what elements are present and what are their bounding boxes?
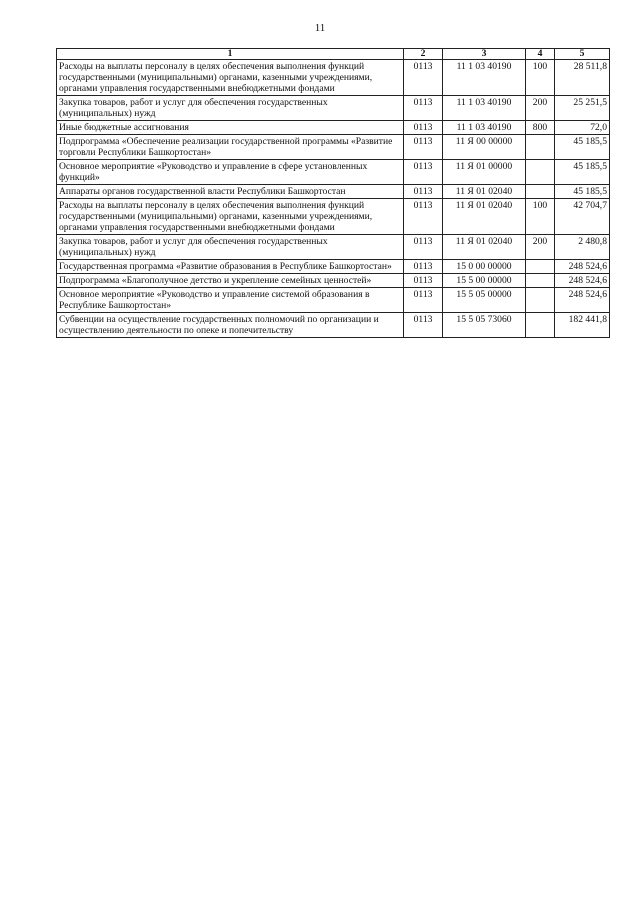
row-type-cell	[526, 274, 555, 288]
row-section-cell: 0113	[404, 288, 443, 313]
header-col-1: 1	[57, 49, 404, 60]
row-code-cell: 11 Я 00 00000	[443, 135, 526, 160]
row-type-cell	[526, 160, 555, 185]
row-code-cell: 11 Я 01 02040	[443, 199, 526, 235]
table-row	[57, 199, 610, 235]
table-row	[57, 160, 610, 185]
row-type-cell	[526, 288, 555, 313]
row-section-cell: 0113	[404, 313, 443, 338]
row-type-cell	[526, 185, 555, 199]
row-type-cell: 100	[526, 199, 555, 235]
table-row	[57, 288, 610, 313]
header-col-4: 4	[526, 49, 555, 60]
row-type-cell	[526, 313, 555, 338]
header-col-3: 3	[443, 49, 526, 60]
row-type-cell: 200	[526, 96, 555, 121]
table-row	[57, 60, 610, 96]
row-name-cell: Государственная программа «Развитие образования в Республике Башкортостан»	[57, 260, 404, 274]
row-name-cell: Расходы на выплаты персоналу в целях обеспечения выполнения функций государственными (муниципальными) органами, казенными учреждениями, органами управления государственными внебюджетными фондами	[57, 199, 404, 235]
row-name-cell: Закупка товаров, работ и услуг для обеспечения государственных (муниципальных) нужд	[57, 235, 404, 260]
row-section-cell: 0113	[404, 96, 443, 121]
row-sum-cell: 28 511,8	[555, 60, 610, 96]
row-name-cell: Расходы на выплаты персоналу в целях обеспечения выполнения функций государственными (муниципальными) органами, казенными учреждениями, органами управления государственными внебюджетными фондами	[57, 60, 404, 96]
budget-table	[56, 48, 610, 338]
row-sum-cell: 45 185,5	[555, 135, 610, 160]
row-sum-cell: 45 185,5	[555, 185, 610, 199]
row-type-cell: 200	[526, 235, 555, 260]
row-name-cell: Аппараты органов государственной власти Республики Башкортостан	[57, 185, 404, 199]
row-code-cell: 11 Я 01 00000	[443, 160, 526, 185]
row-code-cell: 15 5 00 00000	[443, 274, 526, 288]
row-name-cell: Основное мероприятие «Руководство и управление в сфере установленных функций»	[57, 160, 404, 185]
row-name-cell: Подпрограмма «Благополучное детство и укрепление семейных ценностей»	[57, 274, 404, 288]
row-sum-cell: 248 524,6	[555, 260, 610, 274]
table-row	[57, 185, 610, 199]
row-type-cell: 800	[526, 121, 555, 135]
row-section-cell: 0113	[404, 274, 443, 288]
row-sum-cell: 182 441,8	[555, 313, 610, 338]
row-section-cell: 0113	[404, 160, 443, 185]
row-section-cell: 0113	[404, 121, 443, 135]
row-sum-cell: 45 185,5	[555, 160, 610, 185]
row-section-cell: 0113	[404, 199, 443, 235]
table-row	[57, 96, 610, 121]
row-name-cell: Иные бюджетные ассигнования	[57, 121, 404, 135]
row-name-cell: Закупка товаров, работ и услуг для обеспечения государственных (муниципальных) нужд	[57, 96, 404, 121]
row-code-cell: 11 1 03 40190	[443, 121, 526, 135]
row-name-cell: Основное мероприятие «Руководство и управление системой образования в Республике Башкортостан»	[57, 288, 404, 313]
row-sum-cell: 248 524,6	[555, 274, 610, 288]
row-sum-cell: 72,0	[555, 121, 610, 135]
row-name-cell: Субвенции на осуществление государственных полномочий по организации и осуществлению деятельности по опеке и попечительству	[57, 313, 404, 338]
row-code-cell: 11 1 03 40190	[443, 96, 526, 121]
row-section-cell: 0113	[404, 260, 443, 274]
table-header-row	[57, 49, 610, 60]
row-sum-cell: 248 524,6	[555, 288, 610, 313]
row-type-cell	[526, 260, 555, 274]
row-type-cell: 100	[526, 60, 555, 96]
row-type-cell	[526, 135, 555, 160]
table-row	[57, 313, 610, 338]
row-section-cell: 0113	[404, 235, 443, 260]
page-number: 11	[314, 22, 326, 34]
table-row	[57, 260, 610, 274]
row-name-cell: Подпрограмма «Обеспечение реализации государственной программы «Развитие торговли Республики Башкортостан»	[57, 135, 404, 160]
header-col-2: 2	[404, 49, 443, 60]
row-sum-cell: 25 251,5	[555, 96, 610, 121]
table-row	[57, 274, 610, 288]
table-row	[57, 235, 610, 260]
table-body	[57, 60, 610, 338]
row-section-cell: 0113	[404, 135, 443, 160]
row-section-cell: 0113	[404, 60, 443, 96]
row-code-cell: 15 5 05 00000	[443, 288, 526, 313]
row-code-cell: 11 1 03 40190	[443, 60, 526, 96]
table-row	[57, 121, 610, 135]
row-sum-cell: 42 704,7	[555, 199, 610, 235]
row-code-cell: 15 0 00 00000	[443, 260, 526, 274]
row-sum-cell: 2 480,8	[555, 235, 610, 260]
row-code-cell: 15 5 05 73060	[443, 313, 526, 338]
table-row	[57, 135, 610, 160]
row-section-cell: 0113	[404, 185, 443, 199]
row-code-cell: 11 Я 01 02040	[443, 185, 526, 199]
header-col-5: 5	[555, 49, 610, 60]
row-code-cell: 11 Я 01 02040	[443, 235, 526, 260]
